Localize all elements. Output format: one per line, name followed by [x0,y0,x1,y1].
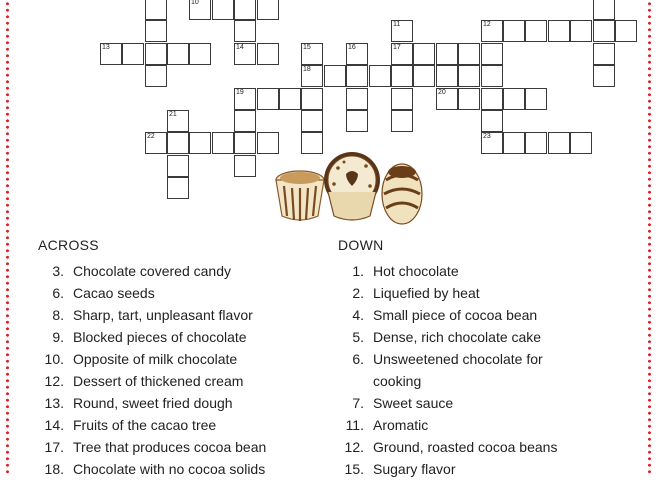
crossword-cell[interactable] [525,88,547,110]
crossword-cell[interactable] [234,0,256,20]
clue-number: 9. [52,329,64,345]
crossword-cell[interactable] [525,132,547,154]
cell-number: 22 [147,133,155,140]
crossword-cell[interactable] [458,43,480,65]
crossword-cell[interactable] [301,110,323,132]
crossword-cell[interactable] [212,132,234,154]
crossword-cell[interactable] [436,65,458,87]
clue-number: 12. [344,439,364,455]
crossword-cell[interactable] [503,132,525,154]
crossword-cell[interactable] [346,110,368,132]
down-clue [338,414,429,436]
crossword-cell[interactable] [593,0,615,20]
crossword-cell[interactable] [570,20,592,42]
crossword-cell[interactable] [257,0,279,20]
crossword-cell[interactable] [279,88,301,110]
down-clue [338,326,542,348]
clue-text: Sweet sauce [373,395,454,411]
crossword-cell[interactable] [167,43,189,65]
cell-number: 17 [393,44,401,51]
crossword-cell[interactable] [481,43,503,65]
crossword-cell[interactable] [145,0,167,20]
clue-number: 3. [52,263,64,279]
crossword-cell[interactable] [122,43,144,65]
clue-text: Chocolate with no cocoa solids [73,461,266,477]
crossword-cell[interactable] [570,132,592,154]
clue-text: Round, sweet fried dough [73,395,233,411]
crossword-cell[interactable] [525,20,547,42]
down-clue [338,304,538,326]
clue-number: 1. [352,263,364,279]
clue-number: 14. [44,417,64,433]
crossword-cell[interactable] [391,20,413,42]
clue-number: 8. [52,307,64,323]
cell-number: 20 [438,89,446,96]
cell-number: 18 [303,66,311,73]
crossword-cell[interactable] [167,132,189,154]
across-clue [38,458,266,480]
across-clue-list [38,260,267,480]
crossword-cell[interactable] [458,88,480,110]
crossword-cell[interactable] [167,155,189,177]
down-clue [338,436,558,458]
crossword-cell[interactable] [481,20,503,42]
down-clues-section [338,236,558,480]
crossword-cell[interactable] [234,20,256,42]
crossword-cell[interactable] [481,110,503,132]
clue-text: Hot chocolate [373,263,459,279]
crossword-cell[interactable] [391,43,413,65]
clue-text: Dessert of thickened cream [73,373,244,389]
crossword-cell[interactable] [413,65,435,87]
clue-number: 15. [344,461,364,477]
crossword-cell[interactable] [346,88,368,110]
across-clue [38,348,238,370]
crossword-cell[interactable] [167,110,189,132]
clue-text: Tree that produces cocoa bean [73,439,267,455]
clue-text: Blocked pieces of chocolate [73,329,247,345]
crossword-cell[interactable] [503,88,525,110]
crossword-cell[interactable] [145,65,167,87]
crossword-cell[interactable] [257,88,279,110]
crossword-cell[interactable] [189,0,211,20]
cell-number: 12 [483,21,491,28]
crossword-cell[interactable] [481,88,503,110]
crossword-cell[interactable] [413,43,435,65]
crossword-cell[interactable] [593,43,615,65]
crossword-cell[interactable] [234,110,256,132]
across-clue [38,414,217,436]
clue-number: 4. [352,307,364,323]
clue-number: 2. [352,285,364,301]
across-clues-section [38,236,267,480]
cell-number: 19 [236,89,244,96]
clue-text: Dense, rich chocolate cake [373,329,542,345]
clue-number: 18. [44,461,64,477]
crossword-cell[interactable] [346,65,368,87]
crossword-cell[interactable] [503,20,525,42]
truffle-left-icon [276,171,324,221]
clue-text: Opposite of milk chocolate [73,351,238,367]
crossword-cell[interactable] [391,110,413,132]
cell-number: 15 [303,44,311,51]
crossword-cell[interactable] [436,43,458,65]
crossword-cell[interactable] [257,43,279,65]
clue-text: Ground, roasted cocoa beans [373,439,558,455]
clue-text: Aromatic [373,417,429,433]
chocolate-truffles-illustration [272,150,432,230]
across-clue [38,326,247,348]
clue-number: 13. [44,395,64,411]
cell-number: 11 [393,21,401,28]
down-clue [338,392,454,414]
clue-number: 11. [345,417,364,433]
crossword-cell[interactable] [234,155,256,177]
crossword-cell[interactable] [234,132,256,154]
crossword-cell[interactable] [100,43,122,65]
clue-number: 12. [44,373,64,389]
crossword-cell[interactable] [145,132,167,154]
cell-number: 10 [191,0,199,6]
crossword-cell[interactable] [458,65,480,87]
crossword-cell[interactable] [593,65,615,87]
clue-text: Sharp, tart, unpleasant flavor [73,307,253,323]
crossword-cell[interactable] [615,20,637,42]
clue-text: Chocolate covered candy [73,263,231,279]
across-clue [38,304,253,326]
crossword-cell[interactable] [234,88,256,110]
clue-text: Liquefied by heat [373,285,480,301]
across-clue [38,436,267,458]
crossword-cell[interactable] [548,20,570,42]
crossword-cell[interactable] [234,43,256,65]
crossword-cell[interactable] [436,88,458,110]
crossword-cell[interactable] [391,65,413,87]
across-heading: ACROSS [38,237,99,253]
crossword-cell[interactable] [481,65,503,87]
truffle-middle-icon [324,152,380,220]
clue-number: 6. [352,351,364,367]
crossword-cell[interactable] [369,65,391,87]
cell-number: 14 [236,44,244,51]
clue-text: Small piece of cocoa bean [373,307,538,323]
across-clue [38,282,155,304]
clue-number: 7. [352,395,364,411]
cell-number: 16 [348,44,356,51]
crossword-cell[interactable] [548,132,570,154]
clue-number: 6. [52,285,64,301]
crossword-cell[interactable] [189,132,211,154]
crossword-cell[interactable] [391,88,413,110]
across-clue [38,260,231,282]
clue-text: Sugary flavor [373,461,456,477]
crossword-cell[interactable] [481,132,503,154]
down-clue [338,458,456,480]
crossword-cell[interactable] [189,43,211,65]
down-clue [338,282,480,304]
clue-number: 5. [352,329,364,345]
down-clue-list [338,260,558,480]
clue-number: 10. [44,351,64,367]
across-clue [38,370,244,392]
down-heading: DOWN [338,237,384,253]
crossword-cell[interactable] [167,177,189,199]
clue-text: Unsweetened chocolate for cooking [373,351,543,389]
clue-text: Fruits of the cacao tree [73,417,217,433]
clue-number: 17. [44,439,64,455]
cell-number: 13 [102,44,110,51]
crossword-cell[interactable] [301,88,323,110]
crossword-cell[interactable] [593,20,615,42]
down-clue [338,260,459,282]
crossword-cell[interactable] [346,43,368,65]
crossword-cell[interactable] [145,43,167,65]
crossword-cell[interactable] [145,20,167,42]
cell-number: 23 [483,133,491,140]
crossword-cell[interactable] [324,65,346,87]
crossword-cell[interactable] [301,43,323,65]
cell-number: 21 [169,111,177,118]
across-clue [38,392,233,414]
clue-text: Cacao seeds [73,285,155,301]
truffle-right-icon [382,164,422,224]
down-clue [338,348,543,392]
crossword-cell[interactable] [212,0,234,20]
crossword-cell[interactable] [301,65,323,87]
